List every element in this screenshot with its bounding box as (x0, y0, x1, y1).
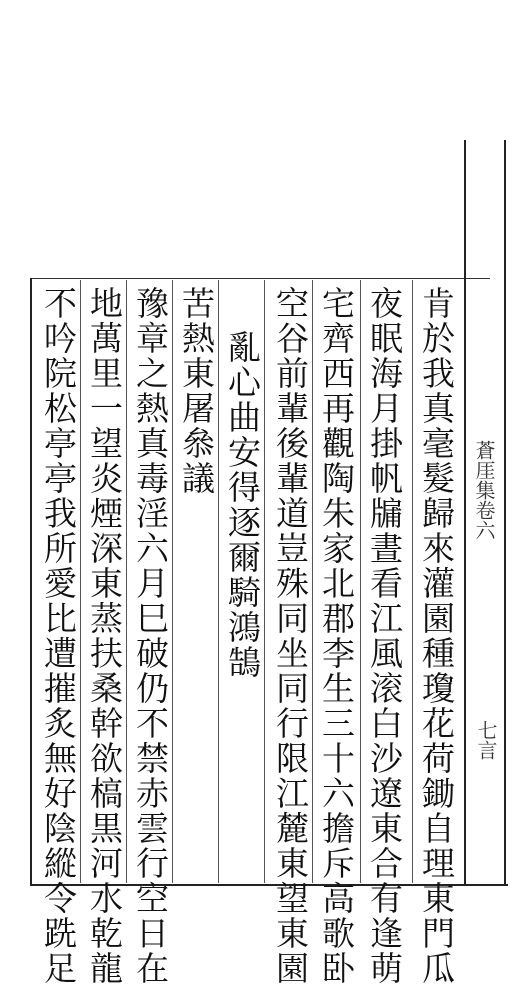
column-divider (412, 280, 413, 883)
column-divider (80, 280, 81, 883)
text-column-3: 宅齊西再觀陶朱家北郡李生三十六擔斥高歌卧 (317, 286, 356, 986)
text-column-1: 肯於我真毫髮歸來灌園種瓊花荷鋤自理東門瓜 (417, 286, 456, 986)
column-divider (360, 280, 361, 883)
text-column-9: 不吟院松亭亭我所愛比遭摧炙無好陰縱令跣足 (39, 286, 78, 986)
text-column-2: 夜眠海月掛帆牖晝看江風滚白沙遼東合有逢萌 (365, 286, 404, 986)
column-divider (312, 280, 313, 883)
column-divider (264, 280, 265, 883)
margin-section: 七言 (474, 720, 498, 760)
text-column-6: 苦熱東屠叅議 (177, 286, 216, 496)
page-margin-strip (464, 140, 506, 886)
poem-title: 亂心曲安得逐爾騎鴻鵠 (223, 330, 262, 680)
column-divider (172, 280, 173, 883)
margin-title: 蒼厓集卷六 (472, 440, 496, 540)
text-column-8: 地萬里一望炎煙深東蒸扶桑幹欲槁黒河水乾龍 (85, 286, 124, 986)
text-column-4: 空谷前輩後輩道豈殊同坐同行限江麓東望東園 (271, 286, 310, 986)
column-divider (126, 280, 127, 883)
column-divider (218, 280, 219, 883)
text-column-7: 豫章之熱真毒淫六月巳破仍不禁赤雲行空日在 (131, 286, 170, 986)
